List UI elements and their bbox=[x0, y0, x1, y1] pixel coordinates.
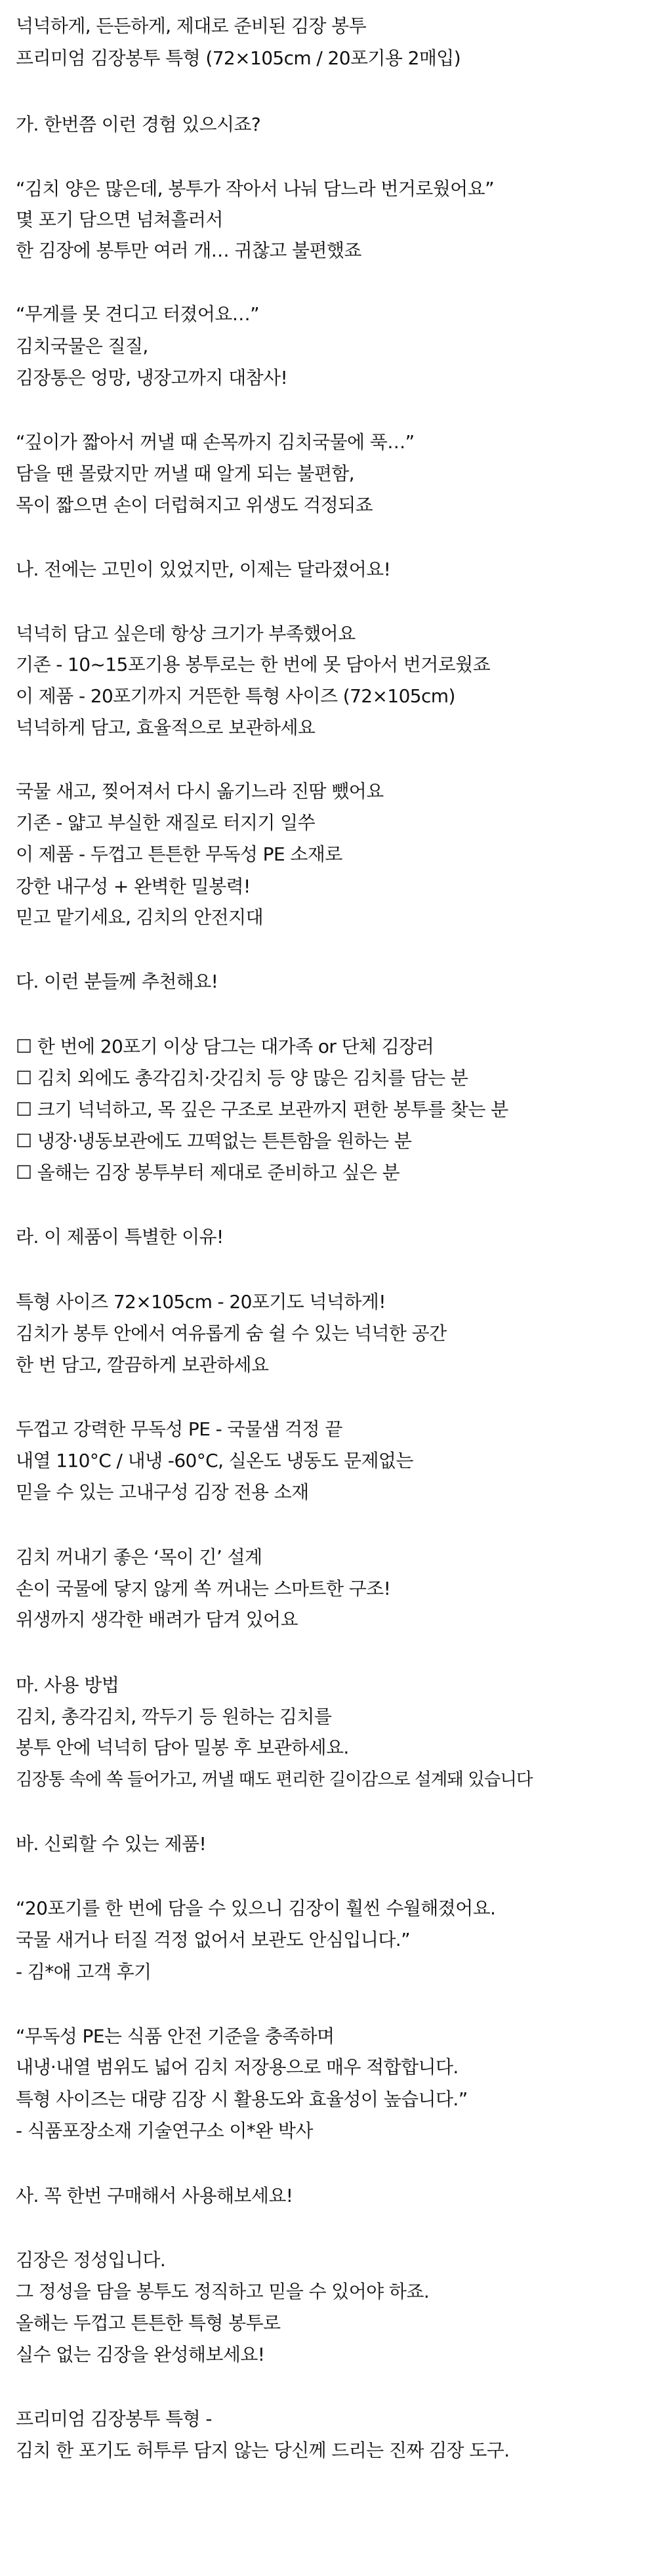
text-line: 김장통 속에 쏙 들어가고, 꺼낼 때도 편리한 길이감으로 설계돼 있습니다 bbox=[16, 1769, 533, 1790]
text-line: 믿을 수 있는 고내구성 김장 전용 소재 bbox=[16, 1481, 309, 1503]
closing-title: 프리미엄 김장봉투 특형 - bbox=[16, 2408, 212, 2430]
text-line: 한 김장에 봉투만 여러 개… 귀찮고 불편했죠 bbox=[16, 240, 361, 261]
checklist-item: ☐ 김치 외에도 총각김치·갓김치 등 양 많은 김치를 담는 분 bbox=[16, 1067, 468, 1089]
section-heading-ra: 라. 이 제품이 특별한 이유! bbox=[16, 1226, 224, 1248]
text-line: 한 번 담고, 깔끔하게 보관하세요 bbox=[16, 1354, 269, 1376]
expert-quote: 특형 사이즈는 대량 김장 시 활용도와 효율성이 높습니다.” bbox=[16, 2088, 468, 2110]
review-quote: 국물 새거나 터질 걱정 없어서 보관도 안심입니다.” bbox=[16, 1929, 410, 1951]
text-line: 기존 - 얇고 부실한 재질로 터지기 일쑤 bbox=[16, 812, 316, 834]
product-name: 프리미엄 김장봉투 특형 (72×105cm / 20포기용 2매입) bbox=[16, 47, 461, 69]
text-line: 손이 국물에 닿지 않게 쏙 꺼내는 스마트한 구조! bbox=[16, 1578, 391, 1599]
text-line: 봉투 안에 넉넉히 담아 밀봉 후 보관하세요. bbox=[16, 1737, 349, 1758]
text-line: 목이 짧으면 손이 더럽혀지고 위생도 걱정되죠 bbox=[16, 494, 373, 516]
text-line: 김치, 총각김치, 깍두기 등 원하는 김치를 bbox=[16, 1706, 332, 1727]
text-line: 기존 - 10~15포기용 봉투로는 한 번에 못 담아서 번거로웠죠 bbox=[16, 654, 491, 675]
text-line: 그 정성을 담을 봉투도 정직하고 믿을 수 있어야 하죠. bbox=[16, 2281, 430, 2302]
text-line: “깊이가 짧아서 꺼낼 때 손목까지 김치국물에 푹…” bbox=[16, 431, 415, 453]
checklist-item: ☐ 냉장·냉동보관에도 끄떡없는 튼튼함을 원하는 분 bbox=[16, 1130, 412, 1152]
text-line: 김장은 정성입니다. bbox=[16, 2249, 166, 2271]
text-line: 담을 땐 몰랐지만 꺼낼 때 알게 되는 불편함, bbox=[16, 463, 355, 484]
section-heading-na: 나. 전에는 고민이 있었지만, 이제는 달라졌어요! bbox=[16, 559, 391, 580]
text-line: 실수 없는 김장을 완성해보세요! bbox=[16, 2344, 265, 2365]
text-line: “김치 양은 많은데, 봉투가 작아서 나눠 담느라 번거로웠어요” bbox=[16, 178, 494, 200]
review-attribution: - 김*애 고객 후기 bbox=[16, 1961, 152, 1983]
text-line: 몇 포기 담으면 넘쳐흘러서 bbox=[16, 209, 223, 230]
text-line: 김치가 봉투 안에서 여유롭게 숨 쉴 수 있는 넉넉한 공간 bbox=[16, 1322, 447, 1344]
closing-tagline: 김치 한 포기도 허투루 담지 않는 당신께 드리는 진짜 김장 도구. bbox=[16, 2439, 510, 2461]
review-quote: “20포기를 한 번에 담을 수 있으니 김장이 훨씬 수월해졌어요. bbox=[16, 1897, 496, 1919]
expert-attribution: - 식품포장소재 기술연구소 이*완 박사 bbox=[16, 2120, 313, 2142]
expert-quote: “무독성 PE는 식품 안전 기준을 충족하며 bbox=[16, 2025, 335, 2047]
section-heading-sa: 사. 꼭 한번 구매해서 사용해보세요! bbox=[16, 2185, 293, 2206]
text-line: 특형 사이즈 72×105cm - 20포기도 넉넉하게! bbox=[16, 1291, 386, 1313]
section-heading-ma: 마. 사용 방법 bbox=[16, 1674, 119, 1696]
section-heading-ga: 가. 한번쯤 이런 경험 있으시죠? bbox=[16, 114, 261, 135]
text-line: 김치 꺼내기 좋은 ‘목이 긴’ 설계 bbox=[16, 1546, 262, 1568]
text-line: 위생까지 생각한 배려가 담겨 있어요 bbox=[16, 1609, 298, 1630]
text-line: 강한 내구성 + 완벽한 밀봉력! bbox=[16, 876, 251, 897]
checklist-item: ☐ 크기 넉넉하고, 목 깊은 구조로 보관까지 편한 봉투를 찾는 분 bbox=[16, 1099, 508, 1120]
text-line: 넉넉하게 담고, 효율적으로 보관하세요 bbox=[16, 717, 316, 738]
text-line: 두껍고 강력한 무독성 PE - 국물샘 걱정 끝 bbox=[16, 1418, 342, 1440]
text-line: “무게를 못 견디고 터졌어요…” bbox=[16, 303, 260, 325]
headline: 넉넉하게, 든든하게, 제대로 준비된 김장 봉투 bbox=[16, 15, 367, 37]
text-line: 김치국물은 질질, bbox=[16, 335, 148, 357]
section-heading-ba: 바. 신뢰할 수 있는 제품! bbox=[16, 1833, 207, 1855]
text-line: 국물 새고, 찢어져서 다시 옮기느라 진땀 뺐어요 bbox=[16, 780, 384, 802]
checklist-item: ☐ 한 번에 20포기 이상 담그는 대가족 or 단체 김장러 bbox=[16, 1036, 434, 1057]
text-line: 믿고 맡기세요, 김치의 안전지대 bbox=[16, 906, 264, 928]
text-line: 이 제품 - 20포기까지 거뜬한 특형 사이즈 (72×105cm) bbox=[16, 685, 455, 707]
checklist-item: ☐ 올해는 김장 봉투부터 제대로 준비하고 싶은 분 bbox=[16, 1162, 400, 1183]
text-line: 내열 110°C / 내냉 -60°C, 실온도 냉동도 문제없는 bbox=[16, 1450, 413, 1471]
text-line: 이 제품 - 두껍고 튼튼한 무독성 PE 소재로 bbox=[16, 843, 342, 865]
expert-quote: 내냉·내열 범위도 넓어 김치 저장용으로 매우 적합합니다. bbox=[16, 2056, 459, 2078]
text-line: 김장통은 엉망, 냉장고까지 대참사! bbox=[16, 367, 288, 389]
section-heading-da: 다. 이런 분들께 추천해요! bbox=[16, 971, 218, 992]
text-line: 넉넉히 담고 싶은데 항상 크기가 부족했어요 bbox=[16, 623, 356, 644]
text-line: 올해는 두껍고 튼튼한 특형 봉투로 bbox=[16, 2312, 281, 2334]
